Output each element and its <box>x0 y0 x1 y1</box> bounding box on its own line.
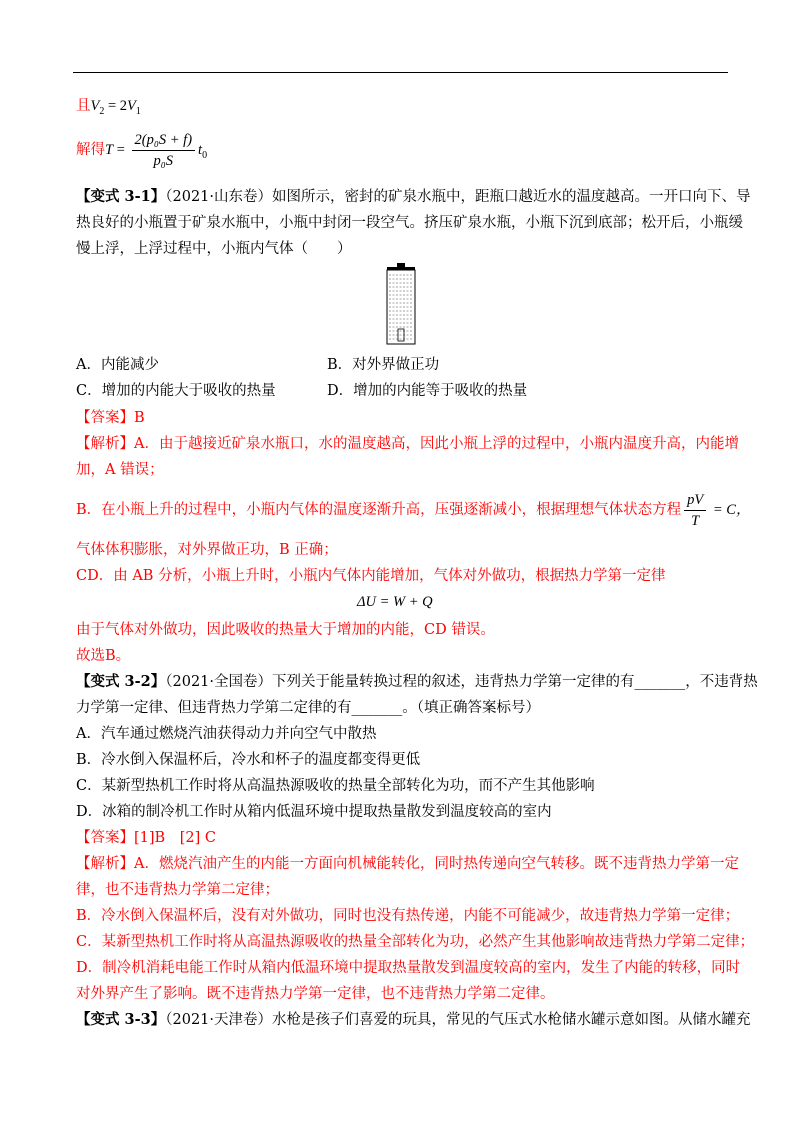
q31-analysis-1: 【解析】A．由于越接近矿泉水瓶口，水的温度越高，因此小瓶上浮的过程中，小瓶内温度升高，内能增 <box>76 436 739 452</box>
q32-option-b: B．冷水倒入保温杯后，冷水和杯子的温度都变得更低 <box>76 752 421 768</box>
q32-text1: 下列关于能量转换过程的叙述，违背热力学第一定律的有_______，不违背热 <box>272 674 758 690</box>
var-v2: V <box>90 98 100 114</box>
q33-tag: 【变式 3-3】 <box>76 1011 166 1028</box>
q32-analysis-5: D．制冷机消耗电能工作时从箱内低温环境中提取热量散发到温度较高的室内，发生了内能的转移，同时 <box>76 960 741 976</box>
q31-option-b: B．对外界做正功 <box>327 357 440 373</box>
q33-source: （2021·天津卷） <box>165 1012 273 1028</box>
pv-numerator: pV <box>684 490 706 511</box>
var-t: T <box>105 142 114 158</box>
q31-answer: 【答案】B <box>76 410 145 426</box>
header-rule <box>73 72 728 73</box>
equals-2: = 2 <box>104 98 128 114</box>
solution-fraction <box>132 130 196 171</box>
q31-analysis-3-text: B．在小瓶上升的过程中，小瓶内气体的温度逐渐升高，压强逐渐减小，根据理想气体状态方程 <box>76 502 682 518</box>
q31-analysis-2: 加，A 错误； <box>76 462 164 478</box>
q32-analysis-4: C．某新型热机工作时将从高温热源吸收的热量全部转化为功，必然产生其他影响故违背热力学第二定律； <box>76 934 755 950</box>
condition-line <box>76 95 141 123</box>
fraction-numerator: 2(p₀S + f) <box>132 130 196 151</box>
q31-line3: 慢上浮，上浮过程中，小瓶内气体（ ） <box>76 241 352 257</box>
condition-prefix: 且 <box>76 98 91 114</box>
sub-0: 0 <box>202 149 208 161</box>
sub-2: 2 <box>99 105 105 117</box>
q32-line2: 力学第一定律、但违背热力学第二定律的有_______。（填正确答案标号） <box>76 700 540 716</box>
q32-analysis-6: 对外界产生了影响。既不违背热力学第一定律，也不违背热力学第二定律。 <box>76 986 555 1002</box>
q31-analysis-4: 气体体积膨胀，对外界做正功，B 正确； <box>76 542 338 558</box>
pv-over-t-fraction <box>684 490 706 531</box>
first-law-formula: ΔU = W + Q <box>357 594 433 610</box>
q32-analysis-3: B．冷水倒入保温杯后，没有对外做功，同时也没有热传递，内能不可能减少，故违背热力学第一定律； <box>76 908 740 924</box>
solution-line <box>76 128 207 178</box>
q32-source: （2021·全国卷） <box>165 674 273 690</box>
q31-options-ab <box>76 354 159 376</box>
q33-text1: 水枪是孩子们喜爱的玩具，常见的气压式水枪储水罐示意如图。从储水罐充 <box>272 1012 751 1028</box>
q31-analysis-3 <box>76 488 750 532</box>
q33-line1 <box>76 1009 751 1031</box>
q31-analysis-5: CD．由 AB 分析，小瓶上升时，小瓶内气体内能增加，气体对外做功，根据热力学第一定律 <box>76 568 666 584</box>
bottle-figure <box>385 263 417 345</box>
q31-text1: 如图所示，密封的矿泉水瓶中，距瓶口越近水的温度越高。一开口向下、导 <box>272 189 751 205</box>
q32-option-a: A．汽车通过燃烧汽油获得动力并向空气中散热 <box>76 726 377 742</box>
q31-source: （2021·山东卷） <box>165 189 273 205</box>
equals-c: = C， <box>709 502 751 518</box>
t-denominator: T <box>691 512 700 529</box>
q31-tag: 【变式 3-1】 <box>76 188 166 205</box>
q31-analysis-7: 故选B。 <box>76 648 131 664</box>
solution-prefix: 解得 <box>76 142 105 158</box>
q31-line2: 热良好的小瓶置于矿泉水瓶中，小瓶中封闭一段空气。挤压矿泉水瓶，小瓶下沉到底部；松开后，小瓶缓 <box>76 215 743 231</box>
q32-line1 <box>76 671 758 693</box>
fraction-denominator: p₀S <box>153 152 174 169</box>
q32-answer: 【答案】[1]B [2] C <box>76 830 216 846</box>
q31-option-c: C．增加的内能大于吸收的热量 <box>76 383 276 399</box>
var-v1: V <box>127 98 136 114</box>
q31-option-d: D．增加的内能等于吸收的热量 <box>327 383 528 399</box>
q31-analysis-6: 由于气体对外做功，因此吸收的热量大于增加的内能，CD 错误。 <box>76 622 495 638</box>
q31-line1 <box>76 186 751 208</box>
q32-option-d: D．冰箱的制冷机工作时从箱内低温环境中提取热量散发到温度较高的室内 <box>76 804 552 820</box>
sub-1: 1 <box>135 105 141 117</box>
var-t0: t <box>198 142 203 158</box>
q32-analysis-1: 【解析】A．燃烧汽油产生的内能一方面向机械能转化，同时热传递向空气转移。既不违背热力学第一定 <box>76 856 739 872</box>
q32-option-c: C．某新型热机工作时将从高温热源吸收的热量全部转化为功，而不产生其他影响 <box>76 778 595 794</box>
q32-tag: 【变式 3-2】 <box>76 673 166 690</box>
q31-option-a: A．内能减少 <box>76 357 159 373</box>
q32-analysis-2: 律，也不违背热力学第二定律； <box>76 882 279 898</box>
equals: = <box>113 142 129 158</box>
